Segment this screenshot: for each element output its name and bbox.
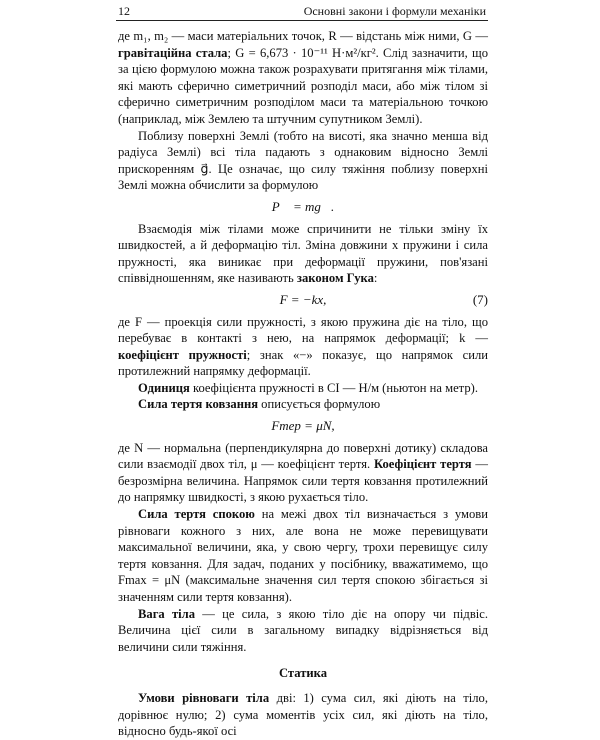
page-body <box>118 28 488 740</box>
paragraph-gravitational-constant: де m₁, m₂ — маси матеріальних точок, R — відстань між ними, G — гравітаційна стала; G = 6,673 · 10⁻¹¹ Н·м²/кг². Слід зазначити, що за цією формулою можна також розрахувати притягання між тілами, які мають сферично симетричний розподіл маси, або між тілом зі сферично симетричним розподілом маси та матеріальною точкою (наприклад, між Землею та штучним супутником Землі). <box>118 29 488 126</box>
term-elasticity-coefficient: коефіцієнт пружності <box>118 347 247 362</box>
paragraph-elastic-force: де F — проекція сили пружності, з якою пружина діє на тіло, що перебуває в контакті з нею, на напрямок деформації; k — коефіцієнт пружності; знак «−» показує, що напрямок сили протилежний напрямку деформації. <box>118 314 488 379</box>
term-friction-coefficient: Коефіцієнт тертя <box>373 457 472 472</box>
paragraph-friction-coefficient: де N — нормальна (перпендикулярна до поверхні дотику) складова сили взаємодії двох тіл, μ — коефіцієнт тертя. Коефіцієнт тертя — безрозмірна величина. Напрямок сили тертя ковзання протилежний до напрямку швидкості, з якою рухається тіло. <box>118 440 488 505</box>
running-title: Основні закони і формули механіки <box>303 4 486 18</box>
paragraph-sliding-friction: Сила тертя ковзання описується формулою <box>138 397 381 412</box>
paragraph-free-fall: Поблизу поверхні Землі (тобто на висоті, яка значно менша від радіуса Землі) всі тіла падають з однаковим відносно Землі прискоренням g⃗. Це означає, що силу тяжіння поблизу поверхні Землі можна обчислити за формулою <box>118 128 488 193</box>
running-header <box>116 2 488 21</box>
term-equilibrium-conditions: Умови рівноваги тіла <box>138 690 270 705</box>
paragraph-deformation: Взаємодія між тілами може спричинити не тільки зміну їх швидкостей, а й деформацію тіл. Зміна довжини x пружини і сила пружності, яка виникає при деформації пружини, пов'язані співвідношенням, яке називають законом Гука: <box>118 221 488 286</box>
formula-gravity: P⃗ = mg⃗. <box>271 198 335 214</box>
paragraph-equilibrium: Умови рівноваги тіла дві: 1) сума сил, які діють на тіло, дорівнює нулю; 2) сума моментів усіх сил, які діють на тіло, відносно будь-якої осі <box>118 690 488 739</box>
formula-friction: Fтер = μN, <box>271 418 335 434</box>
term-unit: Одиниця <box>138 380 190 395</box>
section-title-statics: Статика <box>278 666 328 681</box>
term-hooke-law: законом Гука <box>296 271 374 286</box>
formula-hooke-expression: F = −kx, <box>279 291 327 307</box>
term-sliding-friction: Сила тертя ковзання <box>138 397 259 412</box>
term-weight: Вага тіла <box>138 606 196 621</box>
term-static-friction: Сила тертя спокою <box>138 507 255 522</box>
paragraph-weight: Вага тіла — це сила, з якою тіло діє на опору чи підвіс. Величина цієї сили в загальному випадку відрізняється від величини сили тяжіння. <box>118 606 488 654</box>
paragraph-static-friction: Сила тертя спокою на межі двох тіл визначається з умови рівноваги кожного з них, але вона не може перевищувати максимальної величини, яка, у свою чергу, трохи перевищує силу тертя ковзання. Для задач, поданих у посібнику, вважатимемо, що Fmax = μN (максимальне значення сил тертя спокою збігається зі значенням сили тертя ковзання). <box>118 507 488 604</box>
term-gravitational-constant: гравітаційна стала <box>118 45 228 60</box>
equation-number: (7) <box>472 291 488 307</box>
page-number: 12 <box>118 4 130 18</box>
formula-hooke <box>118 292 488 309</box>
paragraph-unit: Одиниця коефіцієнта пружності в СІ — Н/м (ньютон на метр). <box>138 380 478 395</box>
